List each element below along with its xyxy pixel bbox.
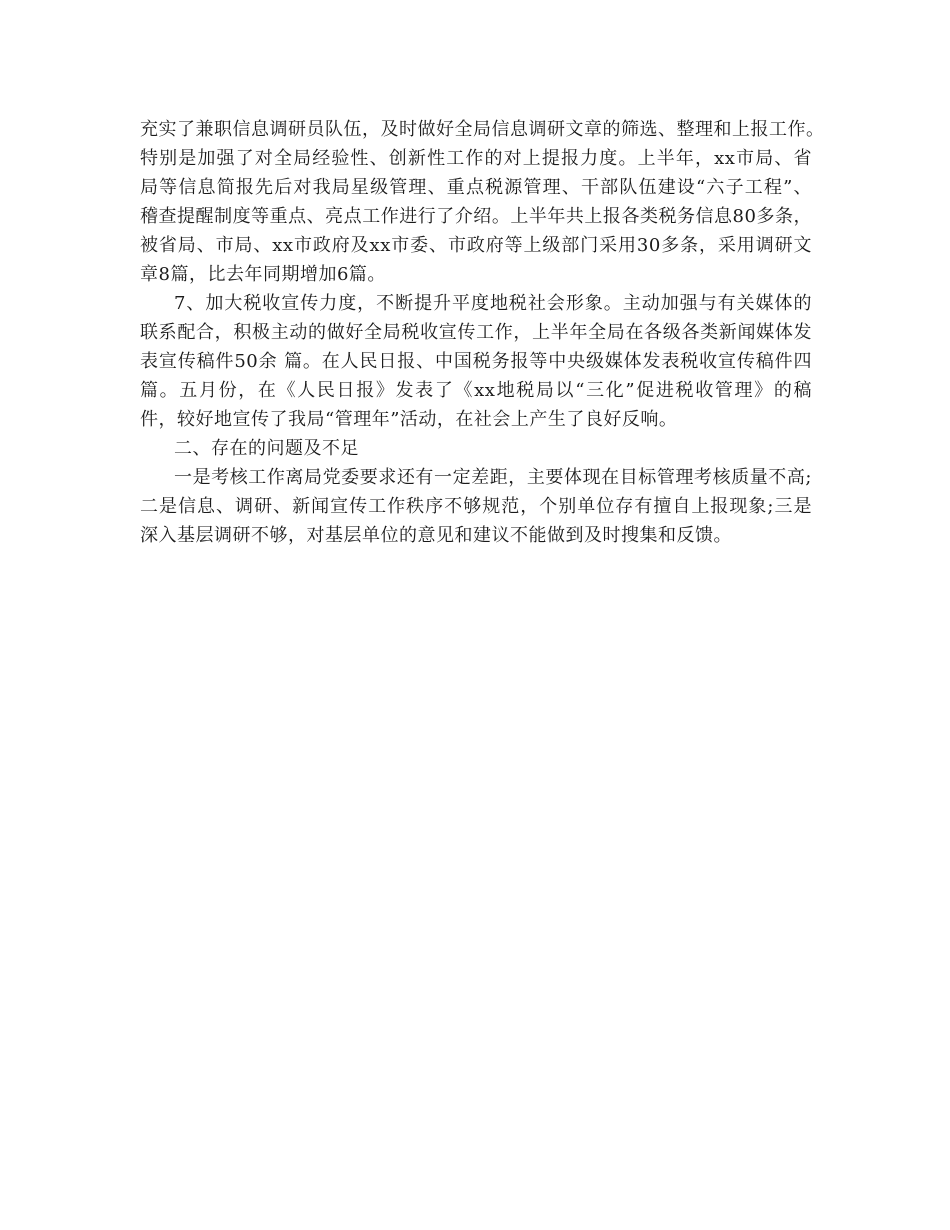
- text-line: 局等信息简报先后对我局星级管理、重点税源管理、干部队伍建设“六子工程”、: [140, 177, 812, 198]
- text-line: 充实了兼职信息调研员队伍，及时做好全局信息调研文章的筛选、整理和上报工作。: [140, 119, 825, 140]
- text-line: 件，较好地宣传了我局“管理年”活动，在社会上产生了良好反响。: [140, 409, 678, 430]
- text-line: 篇。五月份，在《人民日报》发表了《xx地税局以“三化”促进税收管理》的稿: [140, 380, 812, 401]
- text-line: 深入基层调研不够，对基层单位的意见和建议不能做到及时搜集和反馈。: [140, 525, 732, 546]
- text-line: 联系配合，积极主动的做好全局税收宣传工作，上半年全局在各级各类新闻媒体发: [140, 322, 812, 343]
- text-line: 二是信息、调研、新闻宣传工作秩序不够规范，个别单位存有擅自上报现象;三是: [140, 496, 812, 517]
- text-line: 章8篇，比去年同期增加6篇。: [140, 264, 386, 285]
- text-line: 表宣传稿件50余 篇。在人民日报、中国税务报等中央级媒体发表税收宣传稿件四: [140, 351, 812, 372]
- text-line: 被省局、市局、xx市政府及xx市委、市政府等上级部门采用30多条，采用调研文: [140, 235, 812, 256]
- section-heading: 二、存在的问题及不足: [174, 438, 359, 459]
- text-line: 特别是加强了对全局经验性、创新性工作的对上提报力度。上半年，xx市局、省: [140, 148, 812, 169]
- paragraph-first-line: 一是考核工作离局党委要求还有一定差距，主要体现在目标管理考核质量不高;: [174, 467, 812, 488]
- text-line: 稽查提醒制度等重点、亮点工作进行了介绍。上半年共上报各类税务信息80多条，: [140, 206, 812, 227]
- paragraph-first-line: 7、加大税收宣传力度，不断提升平度地税社会形象。主动加强与有关媒体的: [174, 293, 812, 314]
- document-body: [140, 115, 825, 550]
